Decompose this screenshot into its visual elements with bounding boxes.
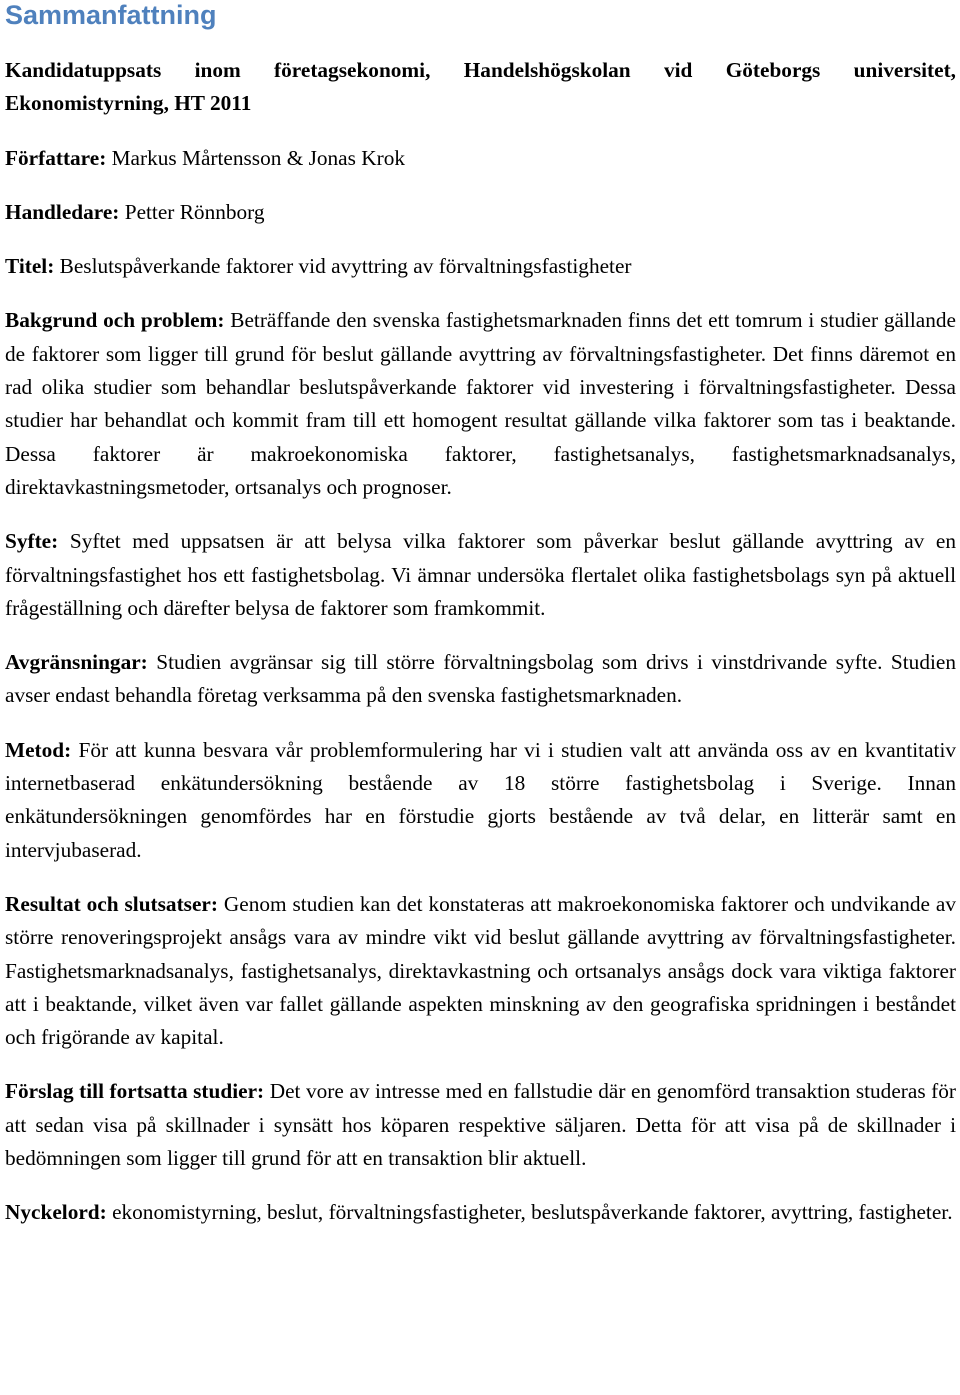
title-paragraph: [5, 250, 956, 283]
title-label: Titel:: [5, 254, 55, 279]
results-label: Resultat och slutsatser:: [5, 891, 218, 916]
keywords-label: Nyckelord:: [5, 1200, 107, 1225]
document-page: [5, 0, 956, 1251]
supervisor-paragraph: [5, 196, 956, 229]
keywords-text: ekonomistyrning, beslut, förvaltningsfastigheter, beslutspåverkande faktorer, avyttring, fastigheter.: [112, 1200, 953, 1225]
method-label: Metod:: [5, 737, 72, 762]
keywords-paragraph: [5, 1196, 956, 1229]
background-paragraph: [5, 304, 956, 504]
purpose-text: Syftet med uppsatsen är att belysa vilka faktorer som påverkar beslut gällande avyttring av en förvaltningsfastighet hos ett fastighetsbolag. Vi ämnar undersöka flertalet olika fastighetsbolags syn på aktuell frågeställning och därefter belysa de faktorer som framkommit.: [5, 529, 957, 620]
thesis-info: Kandidatuppsats inom företagsekonomi, Handelshögskolan vid Göteborgs universitet, Ekonomistyrning, HT 2011: [5, 58, 956, 116]
page-title: Sammanfattning: [5, 0, 217, 30]
supervisor-label: Handledare:: [5, 199, 120, 224]
method-text: För att kunna besvara vår problemformulering har vi i studien valt att använda oss av en kvantitativ internetbaserad enkätundersökning bestående av 18 större fastighetsbolag i Sverige. Innan enkätundersökningen genomfördes har en förstudie gjorts bestående av två delar, en litterär samt en intervjubaserad.: [5, 737, 957, 862]
delimitations-paragraph: [5, 646, 956, 713]
delimitations-text: Studien avgränsar sig till större förvaltningsbolag som drivs i vinstdrivande syfte. Studien avser endast behandla företag verksamma på den svenska fastighetsmarknaden.: [5, 650, 956, 708]
background-text: Beträffande den svenska fastighetsmarknaden finns det ett tomrum i studier gällande de faktorer som ligger till grund för beslut gällande avyttring av förvaltningsfastigheter. Det finns däremot en rad olika studier som behandlar beslutspåverkande faktorer vid investering i förvaltningsfastigheter. Dessa studier har behandlat och kommit fram till ett homogent resultat gällande vilka faktorer som tas i beaktande. Dessa faktorer är makroekonomiska faktorer, fastighetsanalys, fastighetsmarknadsanalys, direktavkastningsmetoder, ortsanalys och prognoser.: [5, 308, 957, 499]
background-label: Bakgrund och problem:: [5, 308, 225, 333]
further-studies-text: Det vore av intresse med en fallstudie där en genomförd transaktion studeras för att sedan visa på skillnader i synsätt hos köparen respektive säljaren. Detta för att visa på de skillnader i bedömningen som ligger till grund för att en transaktion blir aktuell.: [5, 1079, 956, 1171]
purpose-paragraph: [5, 525, 956, 625]
further-studies-label: Förslag till fortsatta studier:: [5, 1079, 265, 1104]
further-studies-paragraph: [5, 1075, 956, 1175]
author-label: Författare:: [5, 145, 107, 170]
results-text: Genom studien kan det konstateras att makroekonomiska faktorer och undvikande av större renoveringsprojekt ansågs vara av mindre vikt vid beslut gällande avyttring av förvaltningsfastigheter. Fastighetsmarknadsanalys, fastighetsanalys, direktavkastning och ortsanalys ansågs dock vara viktiga faktorer att i beaktande, vilket även var fallet gällande aspekten minskning av den geografiska spridningen i beståndet och frigörande av kapital.: [5, 891, 957, 1050]
delimitations-label: Avgränsningar:: [5, 650, 148, 675]
supervisor-text: Petter Rönnborg: [124, 199, 265, 224]
title-text: Beslutspåverkande faktorer vid avyttring av förvaltningsfastigheter: [59, 254, 632, 279]
method-paragraph: [5, 734, 956, 867]
purpose-label: Syfte:: [5, 529, 59, 554]
author-text: Markus Mårtensson & Jonas Krok: [111, 145, 406, 170]
author-paragraph: [5, 142, 956, 175]
results-paragraph: [5, 888, 956, 1054]
